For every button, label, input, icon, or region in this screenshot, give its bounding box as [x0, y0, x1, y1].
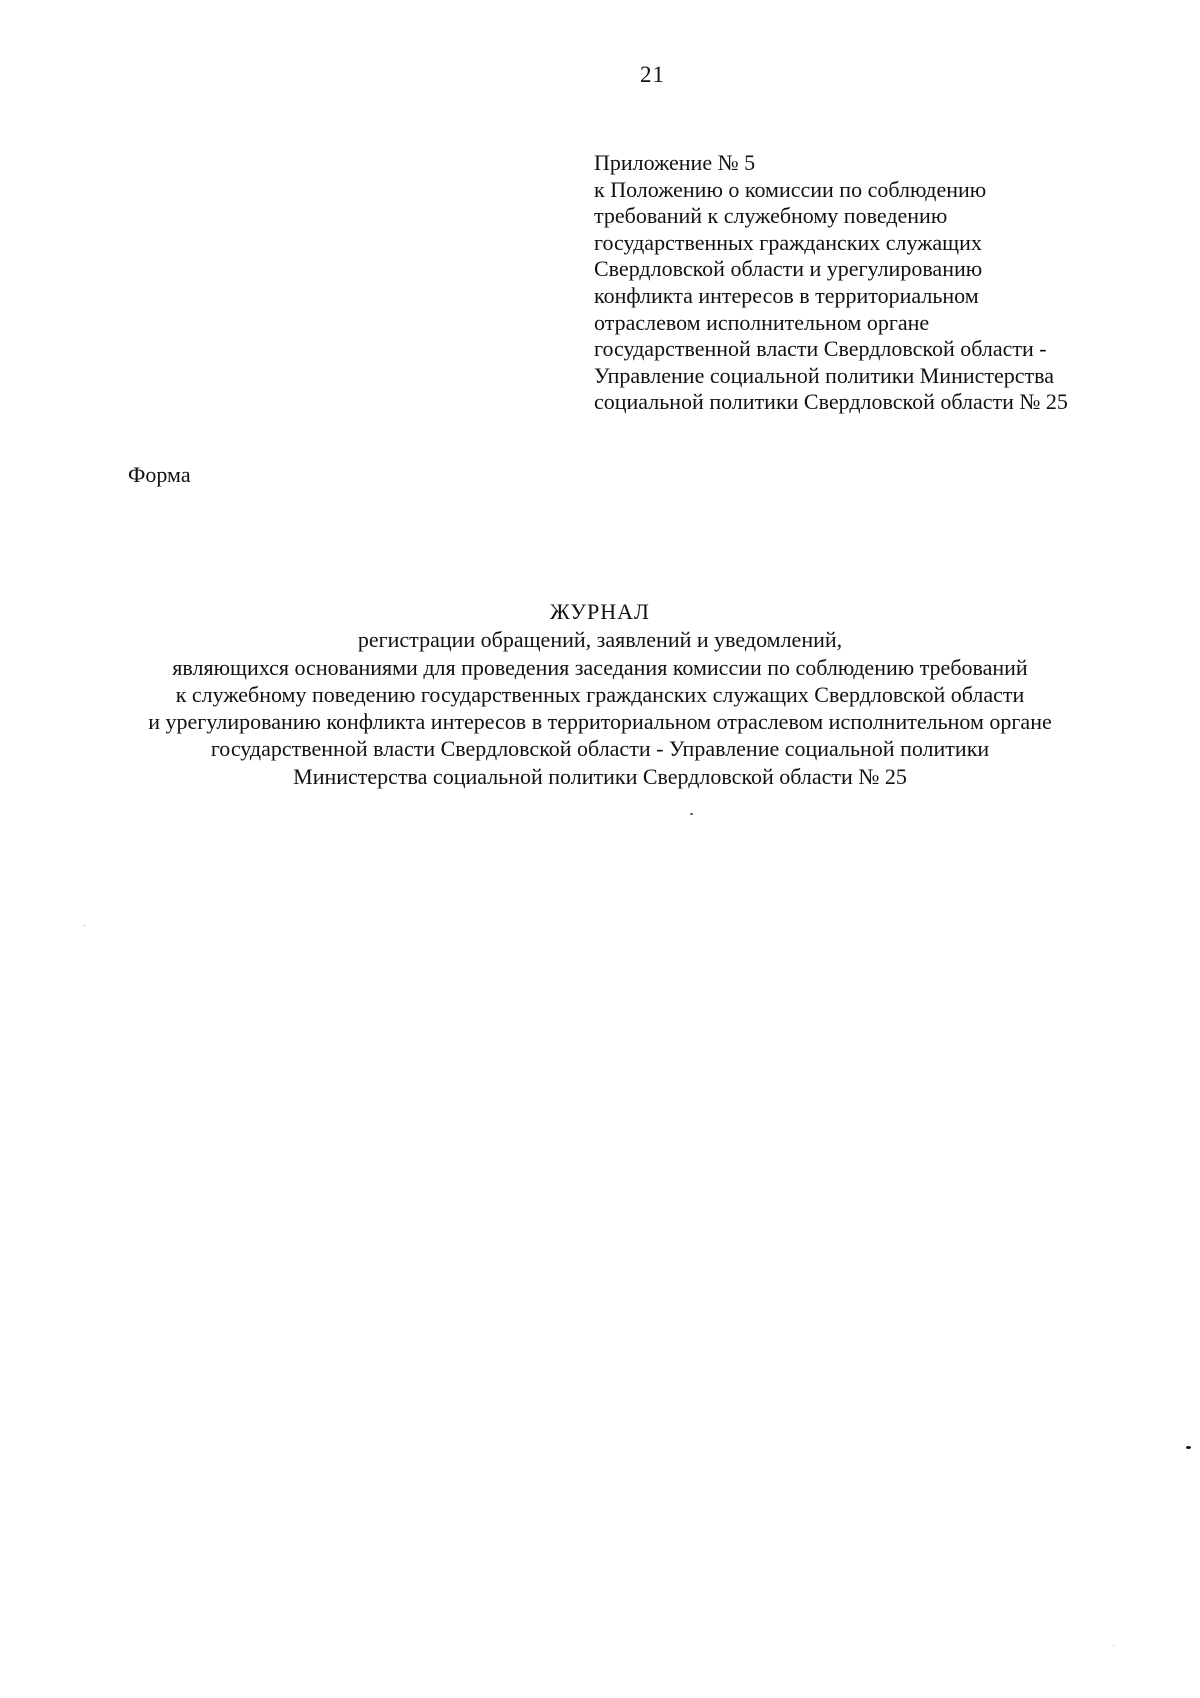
scan-speck	[84, 925, 85, 926]
page-number: 21	[640, 62, 665, 87]
appendix-line: Свердловской области и урегулированию	[594, 256, 983, 282]
scan-speck	[1113, 1645, 1114, 1646]
appendix-line: Приложение № 5	[594, 150, 756, 175]
journal-subtitle-line: Министерства социальной политики Свердловской области № 25	[293, 763, 907, 789]
journal-heading	[0, 598, 1200, 790]
appendix-line: конфликта интересов в территориальном	[594, 282, 979, 308]
appendix-line: к Положению о комиссии по соблюдению	[594, 176, 987, 202]
scan-speck	[690, 813, 693, 815]
journal-subtitle-line: регистрации обращений, заявлений и уведомлений,	[357, 627, 843, 653]
scan-speck	[1186, 1446, 1191, 1449]
journal-subtitle-line: государственной власти Свердловской области - Управление социальной политики	[210, 736, 990, 762]
appendix-line: Управление социальной политики Министерства	[594, 362, 1055, 388]
form-label: Форма	[128, 462, 191, 487]
appendix-note	[594, 150, 1154, 416]
appendix-line: государственной власти Свердловской области -	[594, 336, 1047, 362]
appendix-line: государственных гражданских служащих	[594, 229, 982, 255]
journal-subtitle-line: к служебному поведению государственных гражданских служащих Свердловской области	[175, 681, 1025, 707]
appendix-line: отраслевом исполнительном органе	[594, 309, 930, 335]
journal-subtitle-line: и урегулированию конфликта интересов в территориальном отраслевом исполнительном органе	[148, 709, 1052, 735]
appendix-line: требований к служебному поведению	[594, 203, 948, 229]
appendix-line: социальной политики Свердловской области № 25	[594, 389, 1068, 415]
journal-title: ЖУРНАЛ	[550, 599, 650, 624]
journal-subtitle-line: являющихся основаниями для проведения заседания комиссии по соблюдению требований	[172, 654, 1028, 680]
